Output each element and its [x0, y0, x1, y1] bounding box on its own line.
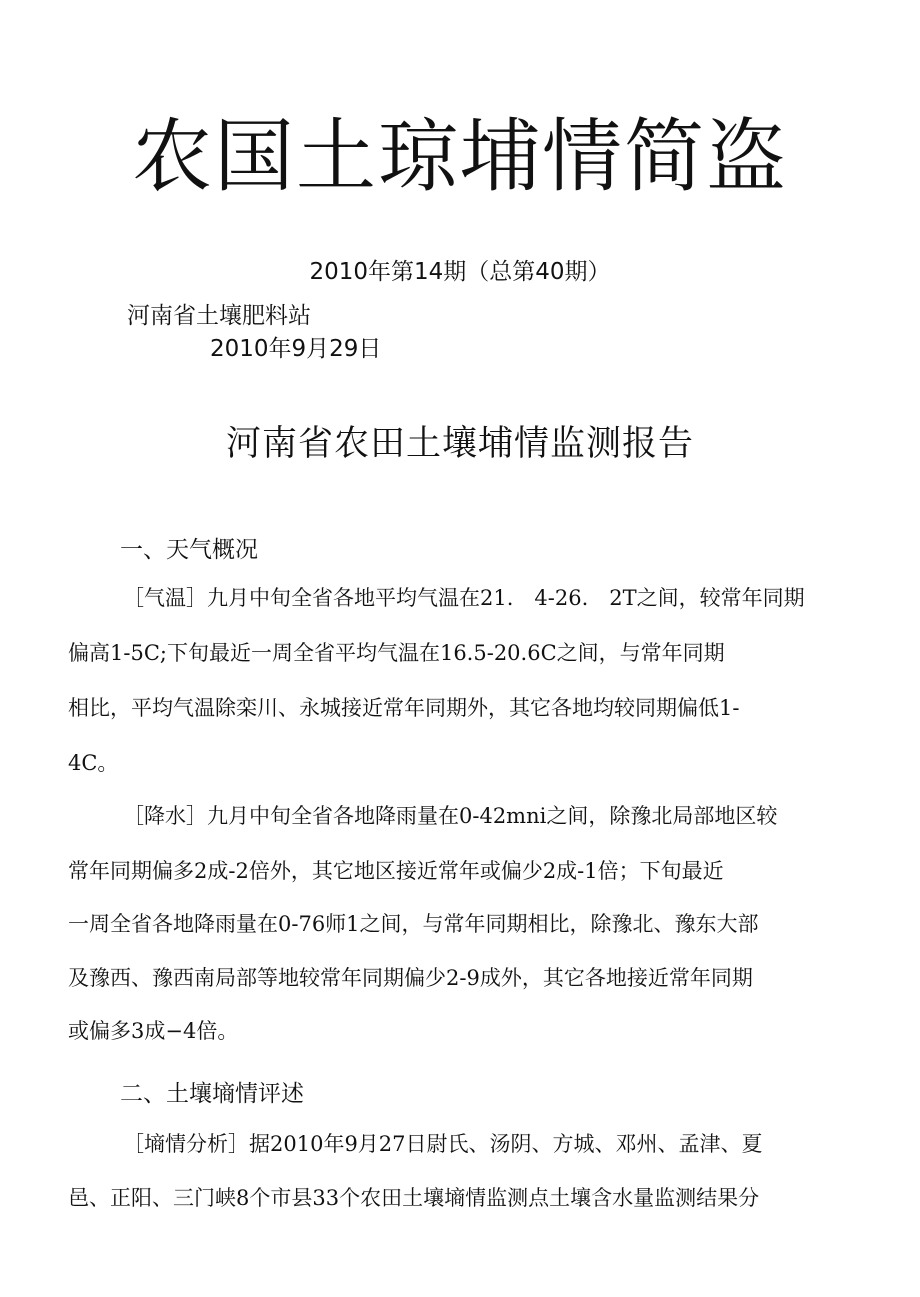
- paragraph-line: ［墒情分析］据2010年9月27日尉氏、汤阴、方城、邓州、孟津、夏: [123, 1132, 763, 1156]
- section-heading-soil: 二、土壤墒情评述: [120, 1081, 304, 1107]
- issue-date: 2010年9月29日: [210, 336, 382, 362]
- paragraph-line: 常年同期偏多2成-2倍外，其它地区接近常年或偏少2成-1倍；下旬最近: [68, 859, 724, 883]
- paragraph-line: 一周全省各地降雨量在0-76师1之间，与常年同期相比，除豫北、豫东大部: [68, 912, 759, 936]
- paragraph-line: 相比，平均气温除栾川、永城接近常年同期外，其它各地均较同期偏低1-: [68, 696, 740, 720]
- masthead-title: 农国土琼埔情简盗: [132, 110, 788, 203]
- section-heading-weather: 一、天气概况: [120, 537, 258, 563]
- paragraph-line: 4C。: [68, 751, 119, 775]
- paragraph-line: 或偏多3成−4倍。: [68, 1019, 239, 1043]
- report-title: 河南省农田土壤埔情监测报告: [225, 424, 694, 464]
- paragraph-line: 偏高1-5C;下旬最近一周全省平均气温在16.5-20.6C之间，与常年同期: [68, 641, 725, 665]
- issue-number: 2010年第14期（总第40期）: [309, 259, 611, 285]
- paragraph-line: 邑、正阳、三门峡8个市县33个农田土壤墒情监测点土壤含水量监测结果分: [68, 1186, 760, 1210]
- paragraph-line: 及豫西、豫西南局部等地较常年同期偏少2-9成外，其它各地接近常年同期: [68, 966, 753, 990]
- paragraph-line: ［降水］九月中旬全省各地降雨量在0-42mni之间，除豫北局部地区较: [123, 804, 778, 828]
- issuing-organization: 河南省土壤肥料站: [127, 303, 311, 329]
- paragraph-line: ［气温］九月中旬全省各地平均气温在21. 4-26. 2T之间，较常年同期: [123, 586, 805, 610]
